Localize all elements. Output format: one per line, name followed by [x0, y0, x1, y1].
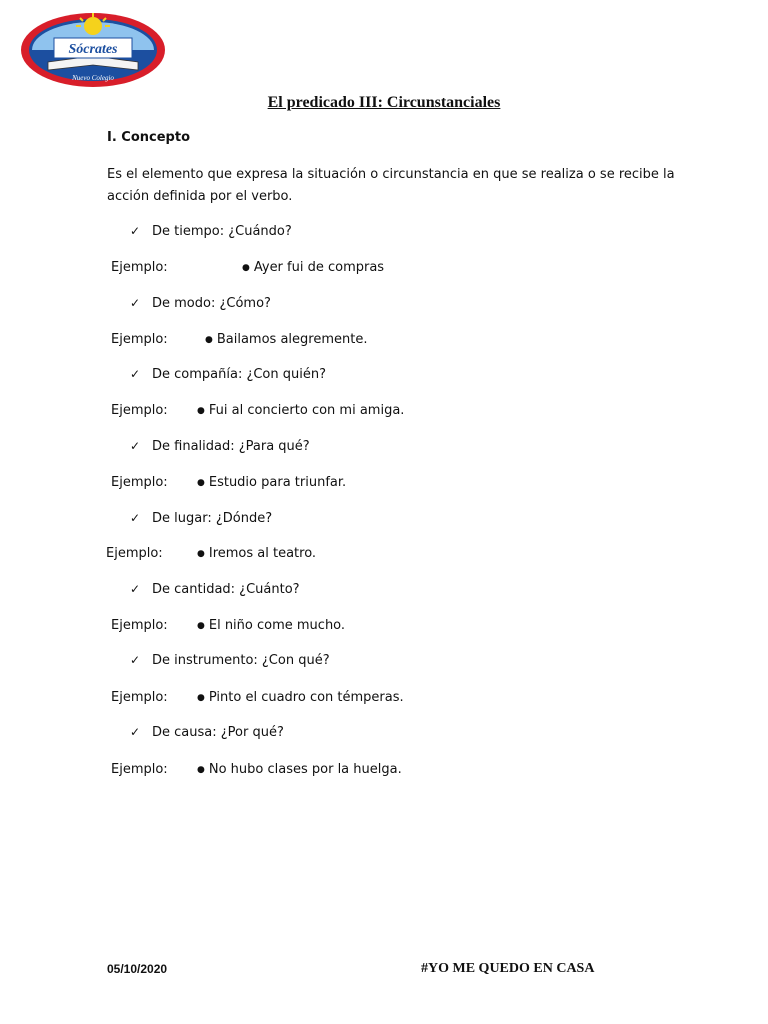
example-text: ● Ayer fui de compras	[242, 260, 385, 275]
example-label: Ejemplo:	[106, 546, 163, 561]
check-icon: ✓	[130, 224, 141, 238]
example-label: Ejemplo:	[111, 332, 168, 347]
check-icon: ✓	[130, 439, 141, 453]
logo-subtitle: Nuevo Colegio	[72, 74, 114, 82]
bullet-icon: ●	[205, 335, 213, 345]
circumstance-type: De finalidad: ¿Para qué?	[152, 439, 310, 454]
circumstance-item	[130, 725, 284, 740]
circumstance-item	[130, 439, 310, 454]
check-icon: ✓	[130, 367, 141, 381]
example-label: Ejemplo:	[111, 475, 168, 490]
school-logo	[18, 10, 168, 90]
circumstance-item	[130, 511, 272, 526]
example-text: ● Estudio para triunfar.	[197, 475, 347, 490]
bullet-icon: ●	[197, 621, 205, 631]
concept-paragraph	[107, 164, 687, 208]
bullet-icon: ●	[197, 549, 205, 559]
circumstance-type: De causa: ¿Por qué?	[152, 725, 284, 740]
footer-date: 05/10/2020	[107, 962, 168, 976]
example-text: ● El niño come mucho.	[197, 618, 346, 633]
circumstance-type: De compañía: ¿Con quién?	[152, 367, 326, 382]
paragraph-line-2: acción definida por el verbo.	[107, 189, 293, 204]
circumstance-type: De modo: ¿Cómo?	[152, 296, 271, 311]
bullet-icon: ●	[242, 263, 250, 273]
circumstance-item	[130, 224, 292, 239]
circumstance-type: De lugar: ¿Dónde?	[152, 511, 273, 526]
section-heading: I. Concepto	[107, 130, 191, 145]
check-icon: ✓	[130, 725, 141, 739]
example-label: Ejemplo:	[111, 762, 168, 777]
footer-slogan: #YO ME QUEDO EN CASA	[421, 961, 595, 976]
check-icon: ✓	[130, 296, 141, 310]
check-icon: ✓	[130, 653, 141, 667]
circumstance-item	[130, 296, 271, 311]
check-icon: ✓	[130, 582, 141, 596]
example-label: Ejemplo:	[111, 690, 168, 705]
example-text: ● Fui al concierto con mi amiga.	[197, 403, 405, 418]
example-text: ● Pinto el cuadro con témperas.	[197, 690, 404, 705]
example-label: Ejemplo:	[111, 618, 168, 633]
example-label: Ejemplo:	[111, 403, 168, 418]
circumstance-item	[130, 582, 300, 597]
example-label: Ejemplo:	[111, 260, 168, 275]
example-text: ● Bailamos alegremente.	[205, 332, 368, 347]
check-icon: ✓	[130, 511, 141, 525]
logo-text: Sócrates	[68, 42, 118, 57]
paragraph-line-1: Es el elemento que expresa la situación o circunstancia en que se realiza o se recibe la	[107, 167, 675, 182]
circumstance-type: De cantidad: ¿Cuánto?	[152, 582, 300, 597]
example-text: ● Iremos al teatro.	[197, 546, 317, 561]
circumstance-type: De instrumento: ¿Con qué?	[152, 653, 330, 668]
circumstance-type: De tiempo: ¿Cuándo?	[152, 224, 292, 239]
circumstance-item	[130, 367, 326, 382]
bullet-icon: ●	[197, 478, 205, 488]
circumstance-item	[130, 653, 330, 668]
bullet-icon: ●	[197, 406, 205, 416]
document-title: El predicado III: Circunstanciales	[267, 94, 501, 111]
bullet-icon: ●	[197, 765, 205, 775]
bullet-icon: ●	[197, 693, 205, 703]
example-text: ● No hubo clases por la huelga.	[197, 762, 402, 777]
